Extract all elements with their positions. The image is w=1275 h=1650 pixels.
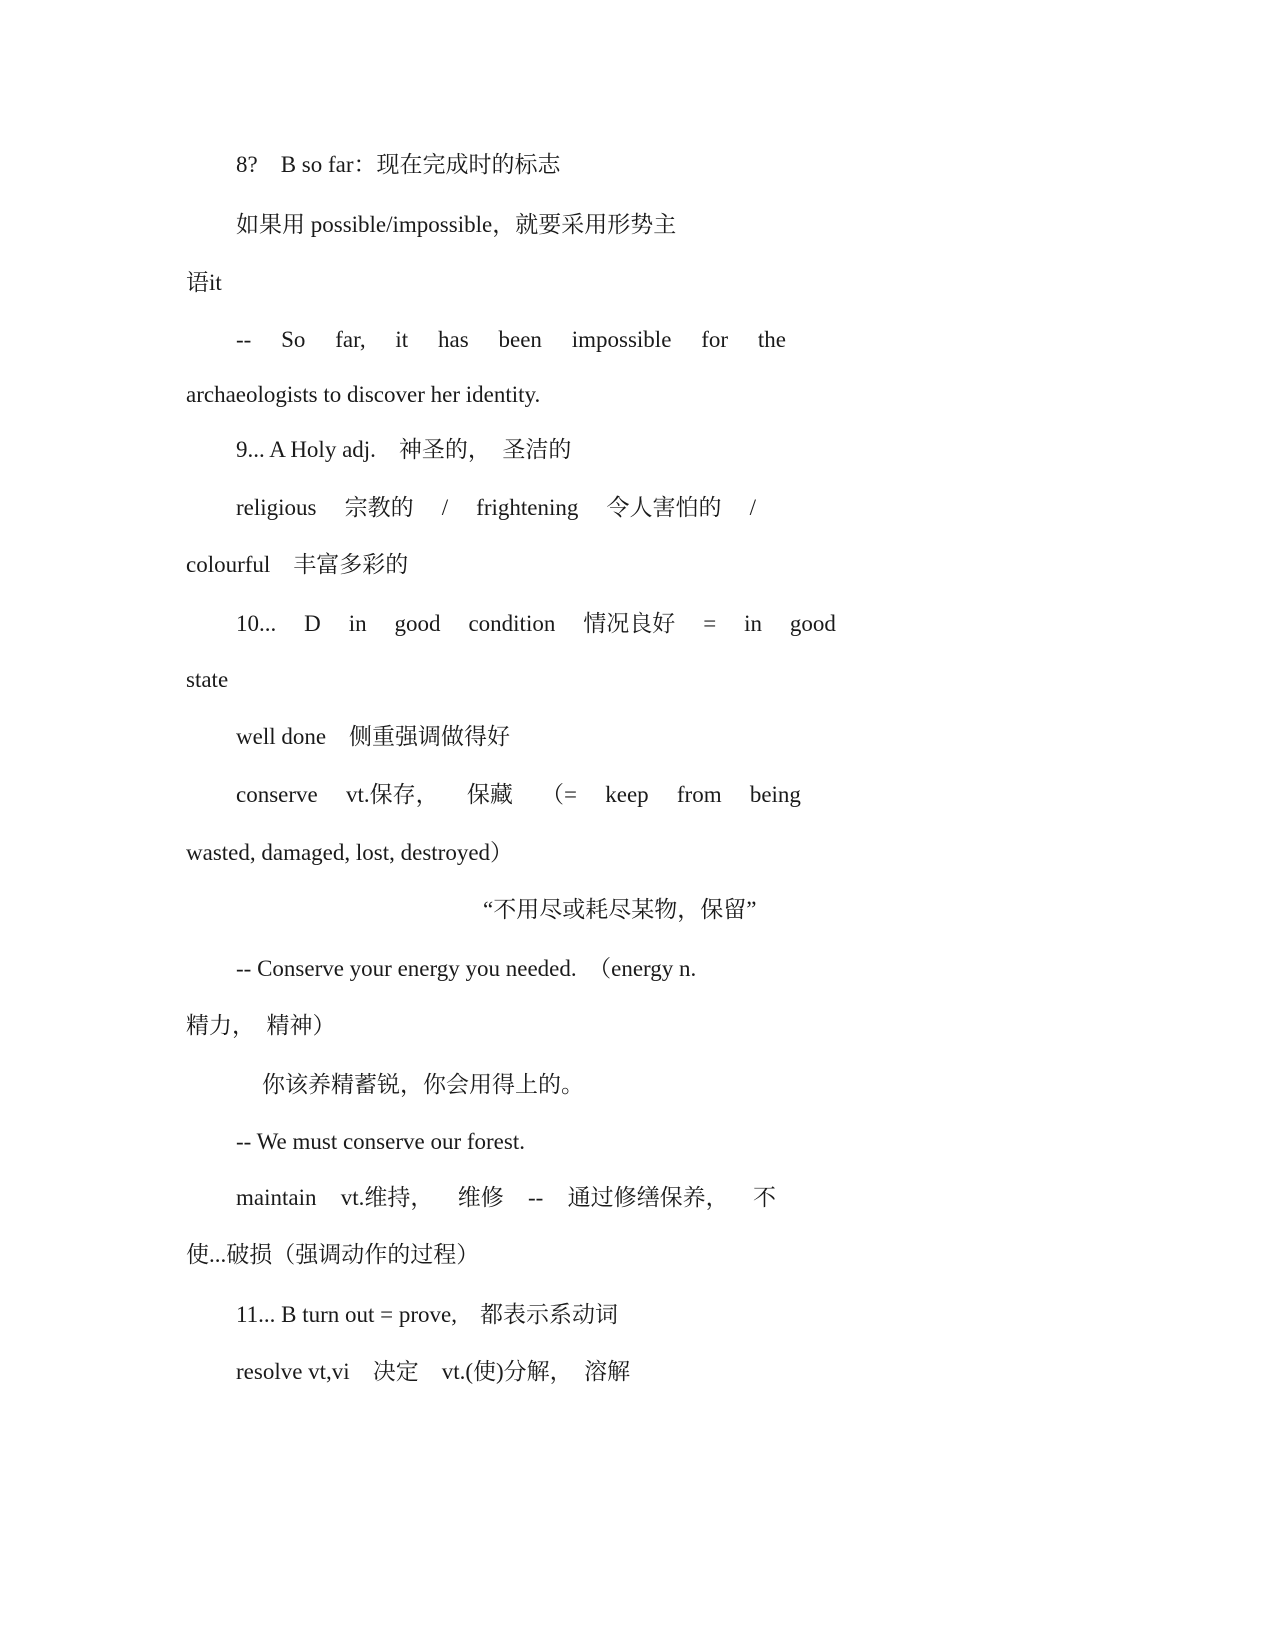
text-line: archaeologists to discover her identity. bbox=[186, 382, 541, 407]
word: being bbox=[749, 782, 801, 807]
word: vt.维持， bbox=[340, 1185, 434, 1210]
word: the bbox=[757, 327, 786, 352]
word: condition bbox=[468, 611, 556, 636]
word: 10... bbox=[236, 611, 277, 636]
word: for bbox=[701, 327, 729, 352]
word: -- bbox=[236, 327, 252, 352]
word: D bbox=[304, 611, 321, 636]
word: frightening bbox=[476, 495, 579, 520]
word: keep bbox=[605, 782, 649, 807]
text-line: resolve vt,vi 决定 vt.(使)分解， 溶解 bbox=[236, 1359, 631, 1384]
word: maintain bbox=[236, 1185, 317, 1210]
text-line: well done 侧重强调做得好 bbox=[236, 724, 511, 749]
text-line: wasted, damaged, lost, destroyed） bbox=[186, 840, 514, 865]
word: conserve bbox=[236, 782, 318, 807]
word: / bbox=[441, 495, 449, 520]
word: / bbox=[749, 495, 756, 520]
word: religious bbox=[236, 495, 317, 520]
text-line: state bbox=[186, 667, 229, 692]
text-line: 9... A Holy adj. 神圣的， 圣洁的 bbox=[236, 437, 572, 462]
text-line: 精力， 精神） bbox=[186, 1013, 336, 1038]
text-line: -- We must conserve our forest. bbox=[236, 1129, 525, 1154]
word: So bbox=[281, 327, 306, 352]
text-line-centered: “不用尽或耗尽某物，保留” bbox=[483, 897, 757, 922]
word: 令人害怕的 bbox=[606, 495, 722, 520]
text-line: -- Conserve your energy you needed. （energy n. bbox=[236, 956, 697, 981]
word: good bbox=[394, 611, 441, 636]
word: has bbox=[438, 327, 469, 352]
word: 通过修缮保养， bbox=[567, 1185, 729, 1210]
text-line: 语it bbox=[186, 270, 222, 295]
word: （= bbox=[541, 782, 578, 807]
text-line-justified bbox=[236, 493, 756, 523]
text-line-justified bbox=[236, 609, 836, 639]
word: = bbox=[703, 611, 717, 636]
word: 不 bbox=[752, 1185, 776, 1210]
text-line: colourful 丰富多彩的 bbox=[186, 552, 409, 577]
word: -- bbox=[528, 1185, 544, 1210]
word: in bbox=[348, 611, 367, 636]
word: 宗教的 bbox=[344, 495, 414, 520]
text-line-justified bbox=[236, 325, 786, 355]
text-line: 8? B so far：现在完成时的标志 bbox=[236, 152, 561, 177]
word: from bbox=[676, 782, 722, 807]
text-line: 如果用 possible/impossible，就要采用形势主 bbox=[236, 212, 677, 237]
text-line: 你该养精蓄锐，你会用得上的。 bbox=[262, 1072, 584, 1097]
word: good bbox=[789, 611, 836, 636]
word: 维修 bbox=[457, 1185, 504, 1210]
text-line-justified bbox=[236, 780, 801, 810]
text-line: 11... B turn out = prove, 都表示系动词 bbox=[236, 1302, 619, 1327]
word: 保藏 bbox=[466, 782, 513, 807]
word: vt.保存， bbox=[345, 782, 439, 807]
word: impossible bbox=[571, 327, 672, 352]
word: far, bbox=[335, 327, 366, 352]
word: been bbox=[498, 327, 542, 352]
text-line: 使...破损（强调动作的过程） bbox=[186, 1242, 480, 1267]
word: it bbox=[395, 327, 409, 352]
word: 情况良好 bbox=[583, 611, 676, 636]
word: in bbox=[744, 611, 762, 636]
text-line-justified bbox=[236, 1183, 776, 1213]
